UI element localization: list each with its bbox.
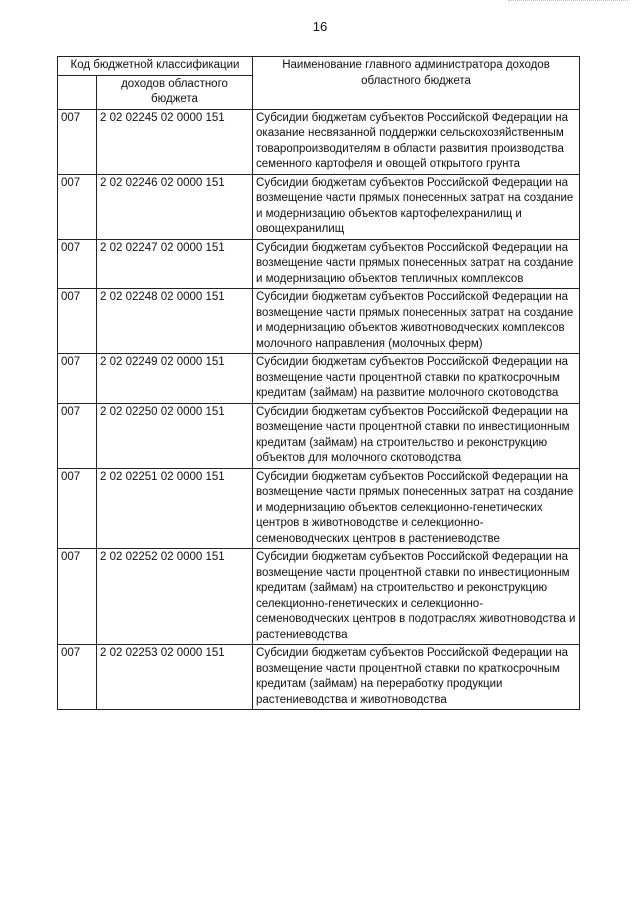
revenue-code-cell: 2 02 02248 02 0000 151 <box>97 289 253 354</box>
revenue-name-cell: Субсидии бюджетам субъектов Российской Федерации на возмещение части прямых понесенных затрат на создание и модернизацию объектов картофелехранилищ и овощехранилищ <box>253 174 580 239</box>
admin-code-cell: 007 <box>58 354 97 404</box>
table-row <box>58 239 580 289</box>
revenue-name-cell: Субсидии бюджетам субъектов Российской Федерации на возмещение части процентной ставки по краткосрочным кредитам (займам) на переработку продукции растениеводства и животноводства <box>253 645 580 710</box>
revenue-name-cell: Субсидии бюджетам субъектов Российской Федерации на возмещение части процентной ставки по краткосрочным кредитам (займам) на развитие молочного скотоводства <box>253 354 580 404</box>
table-row <box>58 468 580 549</box>
page-number: 16 <box>312 19 328 34</box>
revenue-code-cell: 2 02 02250 02 0000 151 <box>97 403 253 468</box>
revenue-code-cell: 2 02 02246 02 0000 151 <box>97 174 253 239</box>
header-administrator-name: Наименование главного администратора доходов областного бюджета <box>253 57 580 110</box>
table-row <box>58 289 580 354</box>
table-body <box>58 109 580 710</box>
admin-code-cell: 007 <box>58 109 97 174</box>
revenue-code-cell: 2 02 02245 02 0000 151 <box>97 109 253 174</box>
revenue-code-cell: 2 02 02251 02 0000 151 <box>97 468 253 549</box>
header-admin-code-blank <box>58 75 97 109</box>
admin-code-cell: 007 <box>58 403 97 468</box>
revenue-name-cell: Субсидии бюджетам субъектов Российской Федерации на возмещение части прямых понесенных затрат на создание и модернизацию объектов тепличных комплексов <box>253 239 580 289</box>
admin-code-cell: 007 <box>58 289 97 354</box>
revenue-name-cell: Субсидии бюджетам субъектов Российской Федерации на оказание несвязанной поддержки сельскохозяйственным товаропроизводителям в области развития производства семенного картофеля и овощей открытого грунта <box>253 109 580 174</box>
table-row <box>58 109 580 174</box>
table-row <box>58 174 580 239</box>
revenue-code-cell: 2 02 02247 02 0000 151 <box>97 239 253 289</box>
revenue-code-cell: 2 02 02249 02 0000 151 <box>97 354 253 404</box>
table-row <box>58 354 580 404</box>
admin-code-cell: 007 <box>58 468 97 549</box>
table-row <box>58 645 580 710</box>
scan-corner-mark <box>508 0 628 5</box>
header-classification-code: Код бюджетной классификации <box>58 57 253 76</box>
budget-classification-table <box>57 56 580 710</box>
admin-code-cell: 007 <box>58 549 97 645</box>
admin-code-cell: 007 <box>58 239 97 289</box>
revenue-name-cell: Субсидии бюджетам субъектов Российской Федерации на возмещение части прямых понесенных затрат на создание и модернизацию объектов животноводческих комплексов молочного направления (молочных ферм) <box>253 289 580 354</box>
admin-code-cell: 007 <box>58 174 97 239</box>
table-row <box>58 549 580 645</box>
revenue-code-cell: 2 02 02253 02 0000 151 <box>97 645 253 710</box>
table-row <box>58 403 580 468</box>
header-revenue-code: доходов областного бюджета <box>97 75 253 109</box>
revenue-name-cell: Субсидии бюджетам субъектов Российской Федерации на возмещение части процентной ставки по инвестиционным кредитам (займам) на строительство и реконструкцию селекционно-генетических и селекционно-семеноводческих центров в подотраслях животноводства и растениеводства <box>253 549 580 645</box>
revenue-name-cell: Субсидии бюджетам субъектов Российской Федерации на возмещение части прямых понесенных затрат на создание и модернизацию объектов селекционно-генетических центров в животноводстве и селекционно-семеноводческих центров в растениеводстве <box>253 468 580 549</box>
revenue-name-cell: Субсидии бюджетам субъектов Российской Федерации на возмещение части процентной ставки по инвестиционным кредитам (займам) на строительство и реконструкцию объектов для молочного скотоводства <box>253 403 580 468</box>
revenue-code-cell: 2 02 02252 02 0000 151 <box>97 549 253 645</box>
admin-code-cell: 007 <box>58 645 97 710</box>
table-header-row <box>58 57 580 76</box>
